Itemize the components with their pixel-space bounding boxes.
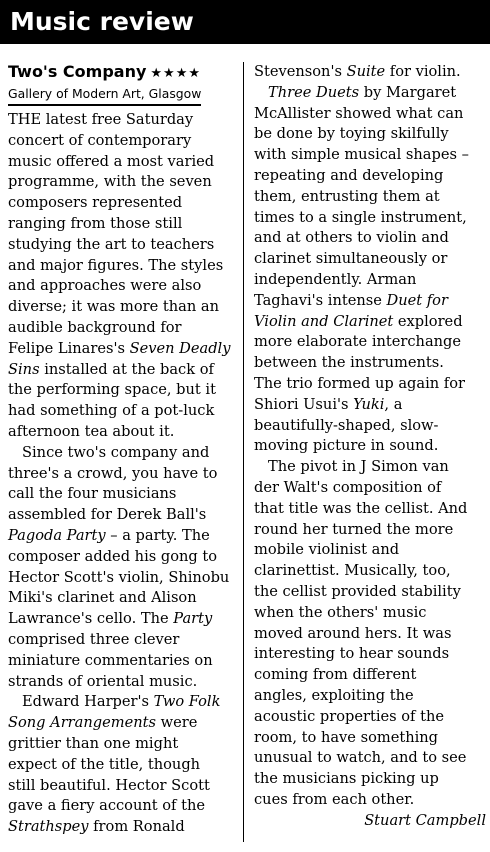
article-paragraph bbox=[8, 692, 232, 838]
text-line: with simple musical shapes – bbox=[254, 146, 469, 164]
text-line: Pagoda Party – a party. The bbox=[8, 526, 210, 544]
article-paragraph bbox=[254, 62, 486, 83]
text-line: comprised three clever bbox=[8, 630, 180, 648]
text-line: them, entrusting them at bbox=[254, 187, 440, 205]
text-line: composers represented bbox=[8, 194, 183, 212]
text-line: gave a fiery account of the bbox=[8, 797, 205, 815]
text-line: studying the art to teachers bbox=[8, 235, 215, 253]
column-divider bbox=[243, 62, 244, 842]
text-line: that title was the cellist. And bbox=[254, 499, 468, 517]
text-line: angles, exploiting the bbox=[254, 686, 414, 704]
text-line: the cellist provided stability bbox=[254, 582, 461, 600]
text-line: times to a single instrument, bbox=[254, 208, 467, 226]
text-line: Edward Harper's Two Folk bbox=[22, 693, 221, 711]
text-line: audible background for bbox=[8, 318, 182, 336]
star-rating-icon: ★★★★ bbox=[150, 66, 202, 81]
text-line: Since two's company and bbox=[22, 443, 210, 461]
headline-text: Two's Company bbox=[8, 62, 147, 81]
text-line: Taghavi's intense Duet for bbox=[254, 291, 448, 309]
text-line: call the four musicians bbox=[8, 485, 177, 503]
text-line: still beautiful. Hector Scott bbox=[8, 776, 210, 794]
text-line: Shiori Usui's Yuki, a bbox=[254, 395, 403, 413]
text-line: Lawrance's cello. The Party bbox=[8, 610, 213, 628]
text-line: concert of contemporary bbox=[8, 131, 192, 149]
text-line: moving picture in sound. bbox=[254, 437, 439, 455]
text-line: moved around hers. It was bbox=[254, 624, 452, 642]
text-line: clarinettist. Musically, too, bbox=[254, 562, 451, 580]
text-line: the musicians picking up bbox=[254, 770, 439, 788]
byline: Stuart Campbell bbox=[364, 811, 486, 829]
text-line: afternoon tea about it. bbox=[8, 422, 175, 440]
text-line: The trio formed up again for bbox=[254, 374, 465, 392]
text-line: acoustic properties of the bbox=[254, 707, 444, 725]
text-line: when the others' music bbox=[254, 603, 427, 621]
text-line: The pivot in J Simon van bbox=[268, 458, 449, 476]
right-column bbox=[254, 62, 486, 831]
text-line: Stevenson's Suite for violin. bbox=[254, 63, 461, 80]
text-line: der Walt's composition of bbox=[254, 478, 442, 496]
text-line: THE latest free Saturday bbox=[8, 111, 194, 128]
text-line: independently. Arman bbox=[254, 270, 417, 288]
text-line: round her turned the more bbox=[254, 520, 454, 538]
text-line: unusual to watch, and to see bbox=[254, 749, 467, 767]
text-line: diverse; it was more than an bbox=[8, 298, 220, 316]
text-line: Hector Scott's violin, Shinobu bbox=[8, 568, 230, 586]
text-line: Felipe Linares's Seven Deadly bbox=[8, 339, 231, 357]
text-line: miniature commentaries on bbox=[8, 651, 213, 669]
text-line: music offered a most varied bbox=[8, 152, 215, 170]
text-line: assembled for Derek Ball's bbox=[8, 506, 207, 524]
text-line: three's a crowd, you have to bbox=[8, 464, 218, 482]
section-title: Music review bbox=[10, 7, 194, 36]
text-line: interesting to hear sounds bbox=[254, 645, 450, 663]
text-line: cues from each other. bbox=[254, 790, 415, 808]
text-line: expect of the title, though bbox=[8, 755, 201, 773]
text-line: room, to have something bbox=[254, 728, 438, 746]
section-banner bbox=[0, 0, 490, 44]
text-line: be done by toying skilfully bbox=[254, 125, 449, 143]
text-line: coming from different bbox=[254, 666, 417, 684]
article-paragraph bbox=[254, 83, 486, 457]
text-line: ranging from those still bbox=[8, 214, 183, 232]
left-body bbox=[8, 110, 232, 838]
venue-line: Gallery of Modern Art, Glasgow bbox=[8, 85, 201, 106]
text-line: Violin and Clarinet explored bbox=[254, 312, 463, 330]
text-line: and approaches were also bbox=[8, 277, 202, 295]
text-line: and major figures. The styles bbox=[8, 256, 224, 274]
article-paragraph bbox=[8, 443, 232, 693]
text-line: and at others to violin and bbox=[254, 229, 449, 247]
text-line: the performing space, but it bbox=[8, 381, 216, 399]
text-line: Miki's clarinet and Alison bbox=[8, 589, 197, 607]
text-line: Sins installed at the back of bbox=[8, 360, 214, 378]
text-line: mobile violinist and bbox=[254, 541, 400, 559]
right-body bbox=[254, 62, 486, 811]
text-line: had something of a pot-luck bbox=[8, 402, 215, 420]
text-line: beautifully-shaped, slow- bbox=[254, 416, 439, 434]
text-line: clarinet simultaneously or bbox=[254, 250, 448, 268]
left-column bbox=[8, 62, 232, 838]
text-line: McAllister showed what can bbox=[254, 104, 464, 122]
text-line: strands of oriental music. bbox=[8, 672, 198, 690]
text-line: more elaborate interchange bbox=[254, 333, 462, 351]
text-line: programme, with the seven bbox=[8, 173, 212, 191]
article-paragraph bbox=[8, 110, 232, 443]
text-line: Three Duets by Margaret bbox=[268, 83, 457, 101]
text-line: between the instruments. bbox=[254, 354, 444, 372]
text-line: Strathspey from Ronald bbox=[8, 818, 185, 836]
text-line: composer added his gong to bbox=[8, 547, 218, 565]
text-line: repeating and developing bbox=[254, 166, 444, 184]
text-line: Song Arrangements were bbox=[8, 714, 198, 732]
text-line: grittier than one might bbox=[8, 734, 179, 752]
article-paragraph bbox=[254, 457, 486, 811]
review-headline bbox=[8, 62, 232, 84]
